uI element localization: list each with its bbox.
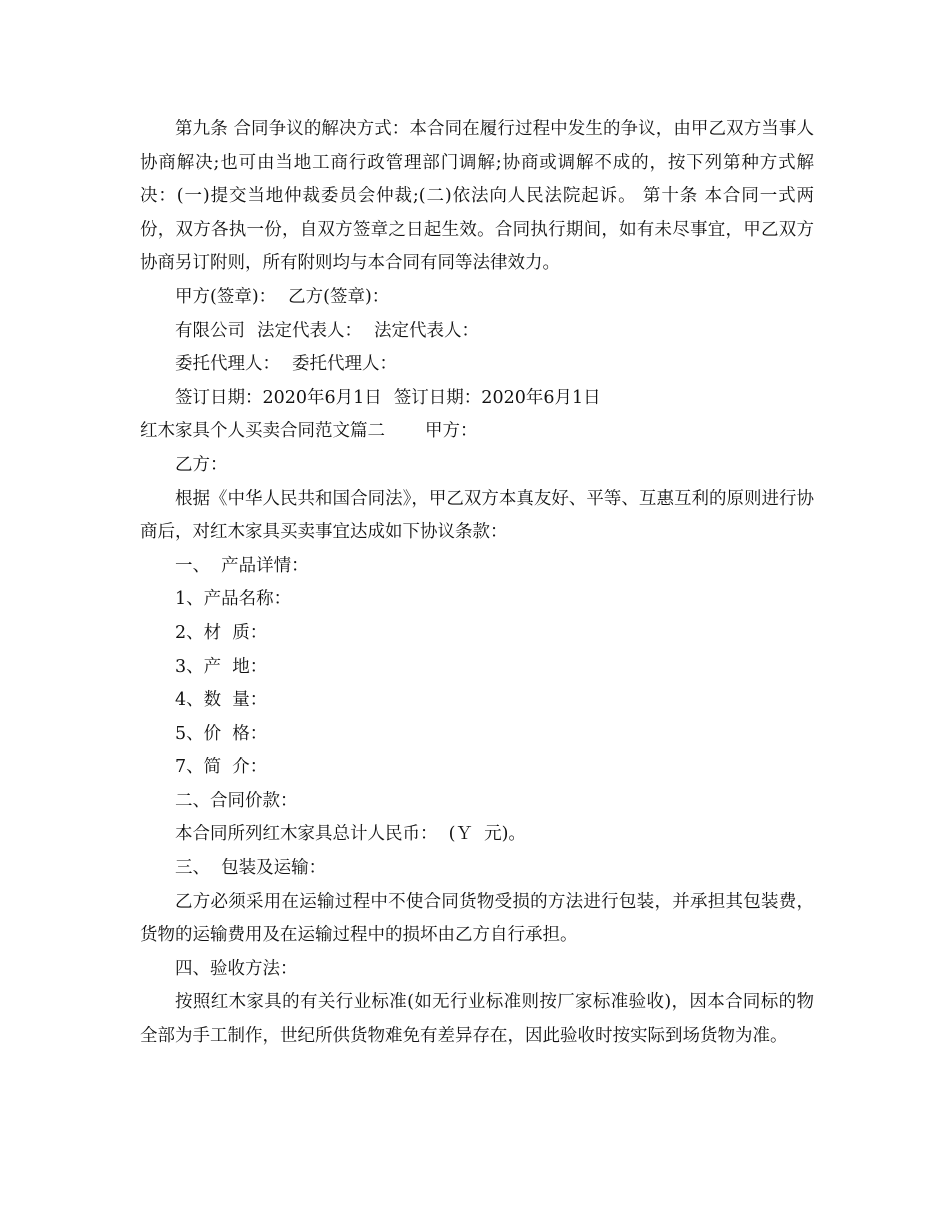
signature-row (140, 281, 814, 315)
price-item: 5、价 格： (175, 723, 268, 744)
contract-2-title-row (140, 415, 814, 449)
date-row (140, 382, 814, 416)
party-a-label: 甲方： (425, 421, 478, 442)
section-2-body: 本合同所列红木家具总计人民币： (Ｙ 元)。 (175, 824, 526, 845)
contract-2-intro: 根据《中华人民共和国合同法》，甲乙双方本真友好、平等、互惠互利的原则进行协商后，对红木家具买卖事宜达成如下协议条款： (140, 488, 814, 543)
party-b-label: 乙方： (175, 454, 228, 475)
agent-a-label: 委托代理人： (175, 354, 280, 375)
section-1-heading: 一、 产品详情： (175, 555, 309, 576)
party-b-signature-label: 乙方(签章)： (288, 286, 390, 307)
article-9-paragraph: 第九条 合同争议的解决方式：本合同在履行过程中发生的争议，由甲乙双方当事人协商解决;也可由当地工商行政管理部门调解;协商或调解不成的，按下列第种方式解决：(一)提交当地仲裁委员会仲裁;(二)依法向人民法院起诉。 第十条 本合同一式两份，双方各执一份，自双方签章之日起生效。合同执行期间，如有未尽事宜，甲乙双方协商另订附则，所有附则均与本合同有同等法律效力。 (140, 119, 814, 274)
date-b-label: 签订日期：2020年6月1日 (393, 387, 601, 408)
section-2-heading: 二、合同价款： (175, 790, 298, 811)
section-4-heading: 四、验收方法： (175, 958, 298, 979)
description-item: 7、简 介： (175, 757, 268, 778)
date-a-label: 签订日期：2020年6月1日 (175, 387, 382, 408)
agent-b-label: 委托代理人： (292, 354, 397, 375)
document-body (140, 113, 814, 1054)
party-a-signature-label: 甲方(签章)： (175, 286, 277, 307)
product-name-item: 1、产品名称： (175, 589, 292, 610)
origin-item: 3、产 地： (175, 656, 268, 677)
section-4-body: 按照红木家具的有关行业标准(如无行业标准则按厂家标准验收)，因本合同标的物全部为手工制作，世纪所供货物难免有差异存在，因此验收时按实际到场货物为准。 (140, 992, 814, 1047)
party-b-row (140, 449, 814, 483)
section-3-heading: 三、 包装及运输： (175, 858, 327, 879)
section-3-body: 乙方必须采用在运输过程中不使合同货物受损的方法进行包装，并承担其包装费，货物的运输费用及在运输过程中的损坏由乙方自行承担。 (140, 891, 814, 946)
legal-rep-b-label: 法定代表人： (374, 320, 479, 341)
legal-rep-row (140, 315, 814, 349)
agent-row (140, 348, 814, 382)
contract-2-title: 红木家具个人买卖合同范文篇二 (140, 421, 385, 442)
company-label: 有限公司 (175, 320, 245, 341)
quantity-item: 4、数 量： (175, 690, 268, 711)
legal-rep-a-label: 法定代表人： (257, 320, 362, 341)
material-item: 2、材 质： (175, 622, 268, 643)
